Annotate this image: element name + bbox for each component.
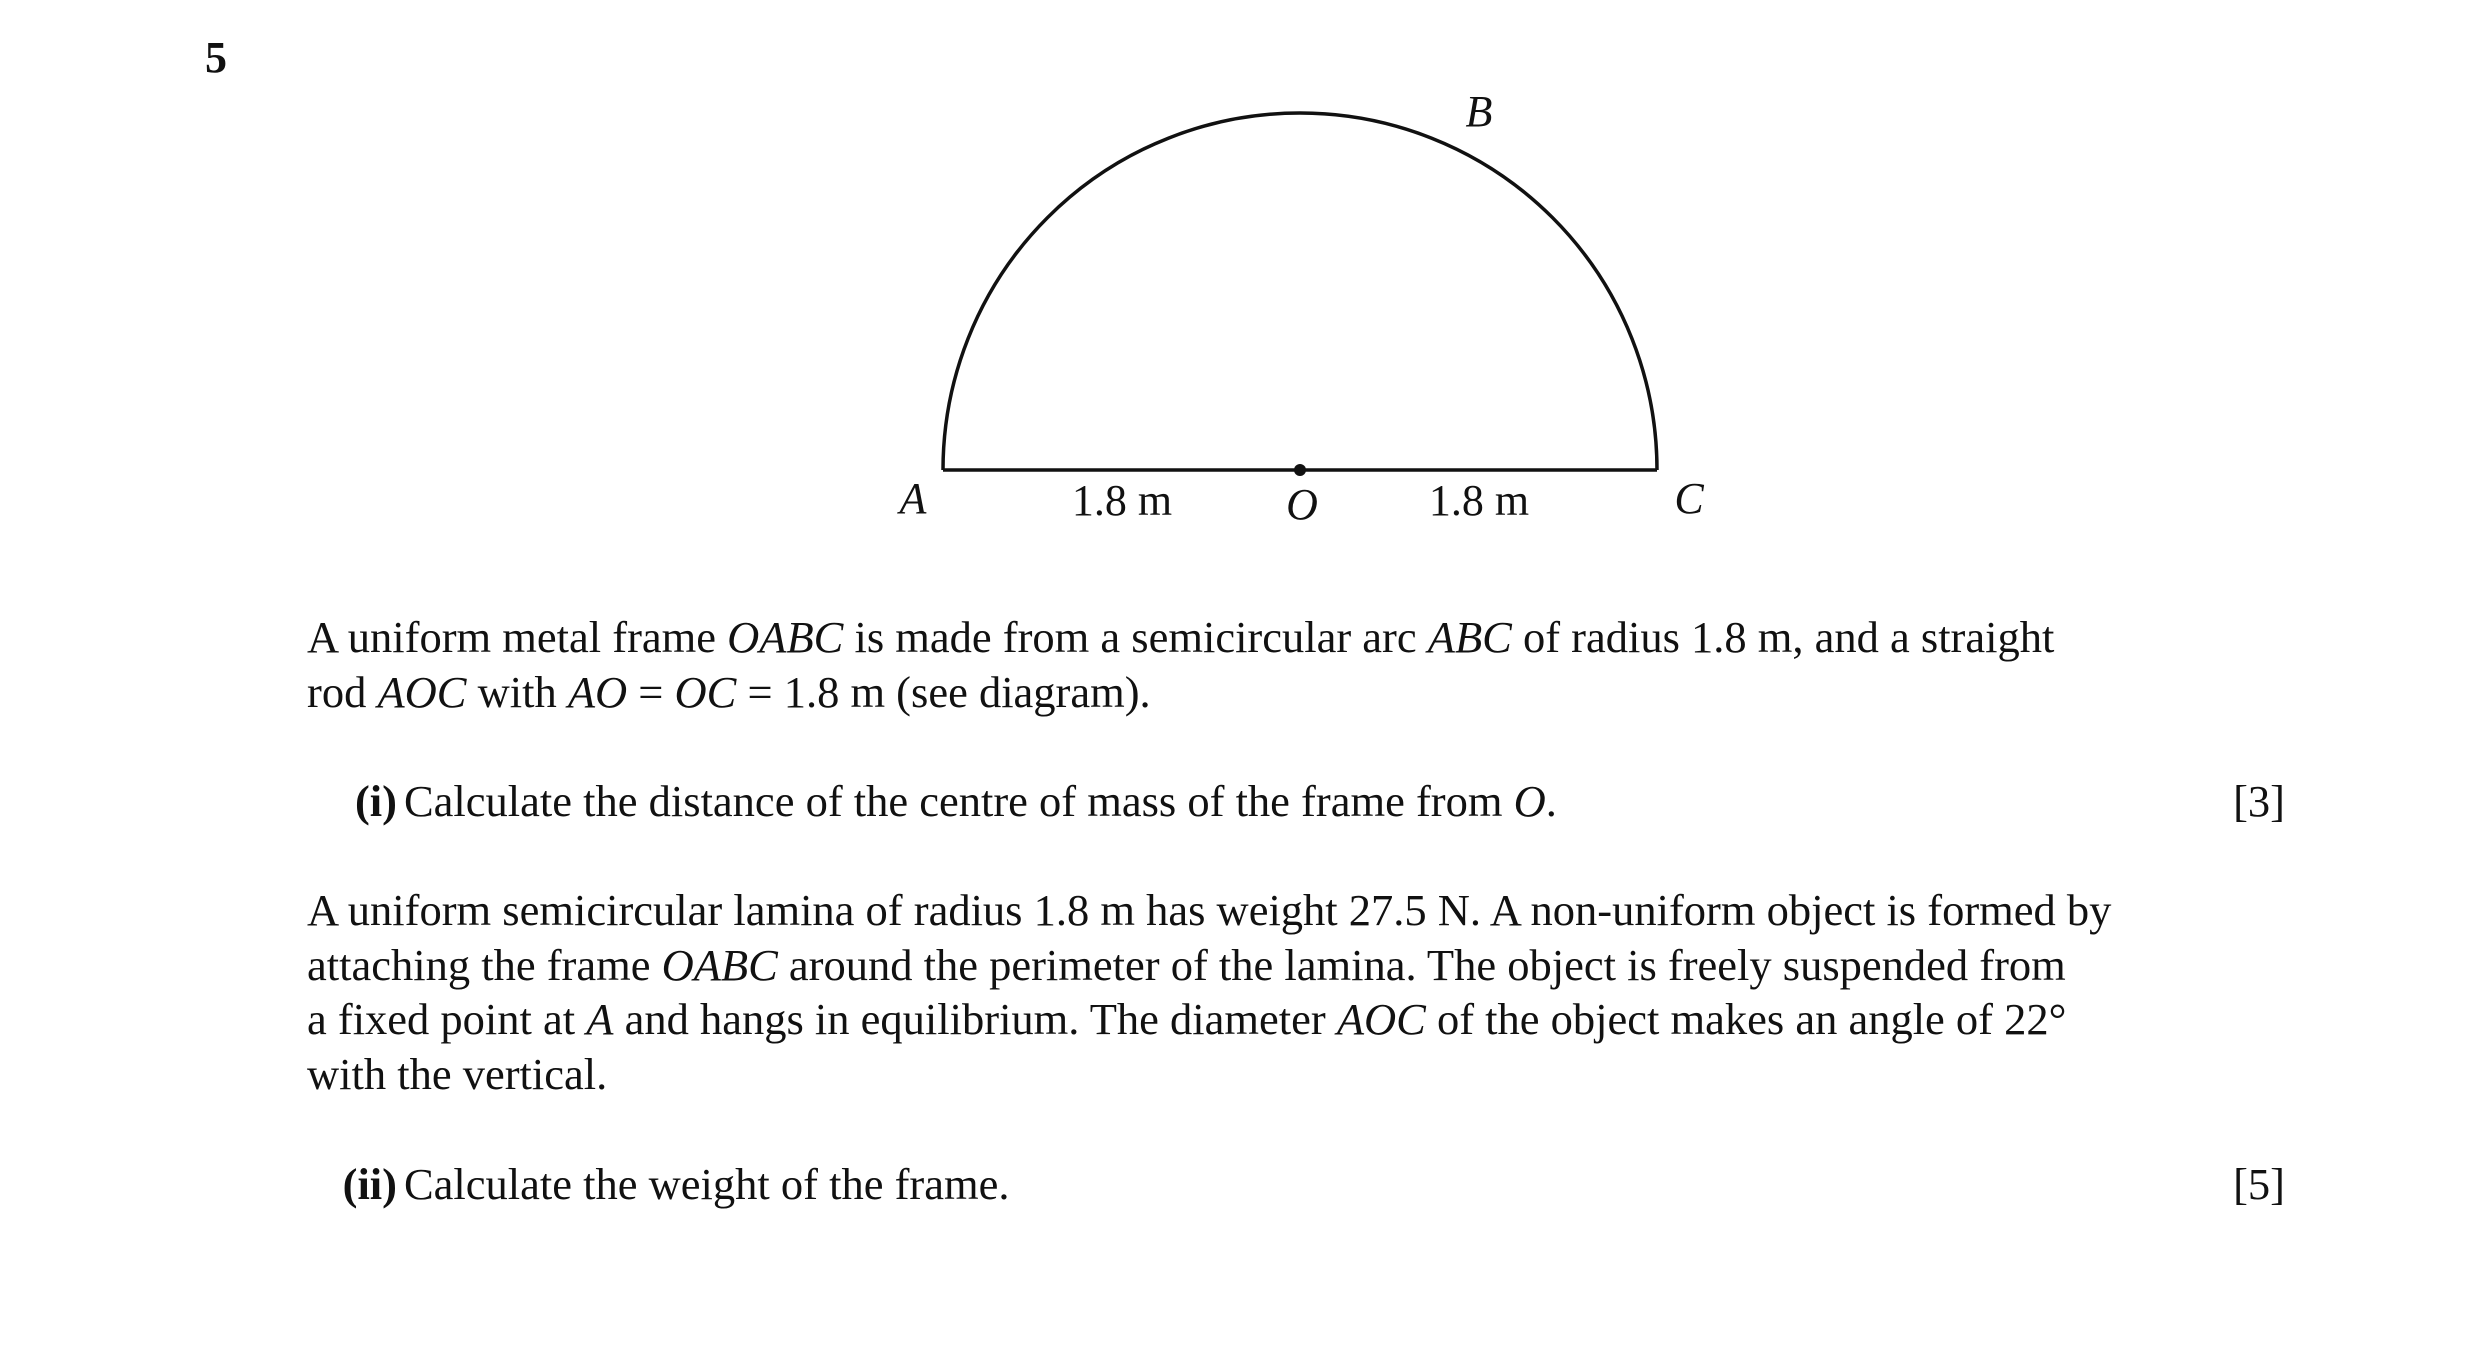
middle-line-2: attaching the frame OABC around the perimeter of the lamina. The object is freely suspended from — [307, 939, 2066, 990]
part-ii-text: Calculate the weight of the frame. — [404, 1159, 1010, 1209]
part-ii-marks: [5] — [2233, 1159, 2285, 1209]
question-number: 5 — [205, 33, 227, 82]
label-b: B — [1465, 87, 1493, 136]
middle-line-1: A uniform semicircular lamina of radius 1.8 m has weight 27.5 N. A non-uniform object is formed by — [307, 885, 2112, 935]
intro-line-1: A uniform metal frame OABC is made from a semicircular arc ABC of radius 1.8 m, and a straight — [307, 612, 2055, 662]
middle-line-3: a fixed point at A and hangs in equilibrium. The diameter AOC of the object makes an angle of 22° — [307, 994, 2067, 1044]
intro-line-2: rod AOC with AO = OC = 1.8 m (see diagram). — [307, 666, 1151, 717]
point-o — [1294, 464, 1306, 476]
part-i-label: (i) — [354, 776, 397, 826]
label-oc-length: 1.8 m — [1428, 476, 1530, 525]
label-ao-length: 1.8 m — [1071, 476, 1173, 525]
part-i-text: Calculate the distance of the centre of mass of the frame from O. — [404, 776, 1557, 826]
label-a: A — [899, 474, 927, 523]
middle-paragraph — [307, 883, 2285, 1101]
label-o: O — [1286, 480, 1318, 529]
part-i-marks: [3] — [2233, 776, 2285, 826]
semicircle-frame-diagram — [0, 0, 2480, 560]
arc-abc — [943, 113, 1657, 470]
label-c: C — [1674, 474, 1704, 523]
part-ii-label: (ii) — [342, 1159, 397, 1209]
middle-line-4: with the vertical. — [307, 1048, 608, 1099]
intro-paragraph — [307, 610, 2285, 719]
